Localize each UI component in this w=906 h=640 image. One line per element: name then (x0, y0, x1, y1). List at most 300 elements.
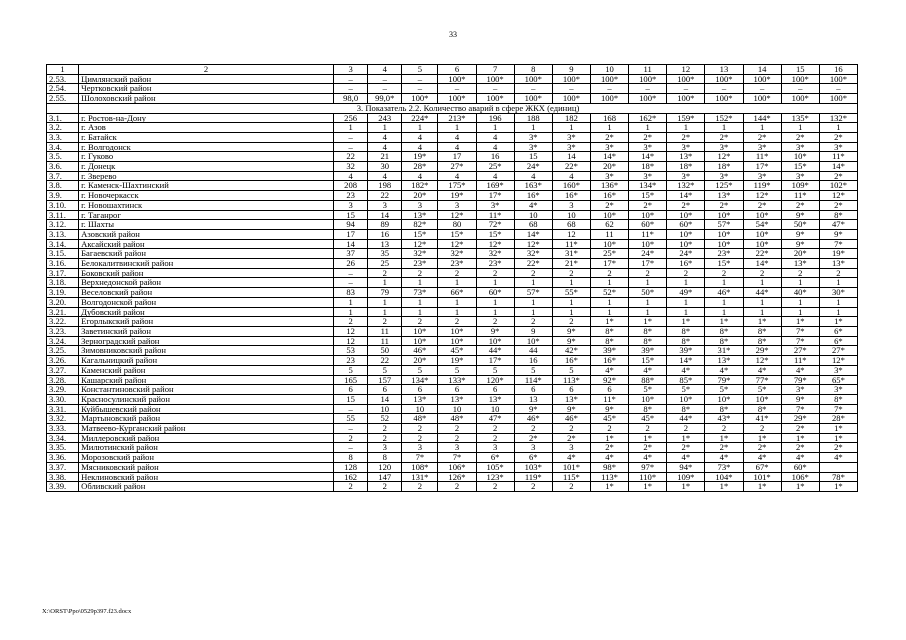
value-cell: 16* (590, 191, 628, 201)
value-cell: 98* (590, 462, 628, 472)
value-cell: 157 (368, 375, 402, 385)
value-cell: 1 (629, 297, 667, 307)
value-cell: 4* (667, 453, 705, 463)
value-cell: 2 (743, 268, 781, 278)
value-cell: 1* (590, 433, 628, 443)
value-cell: 15* (629, 191, 667, 201)
value-cell: 20* (781, 249, 819, 259)
value-cell: 35 (368, 249, 402, 259)
value-cell: 9* (590, 404, 628, 414)
value-cell: 10* (743, 210, 781, 220)
value-cell: 1 (514, 278, 552, 288)
district-name: Цимлянский район (79, 74, 334, 84)
value-cell: 110* (629, 472, 667, 482)
value-cell: 28* (402, 162, 438, 172)
row-number: 3.15. (47, 249, 79, 259)
section-title: 3. Показатель 2.2. Количество аварий в сфере ЖКХ (единиц) (79, 103, 858, 113)
value-cell: 163* (514, 181, 552, 191)
value-cell: 100* (819, 74, 857, 84)
table-row (47, 414, 858, 424)
value-cell: 19* (819, 249, 857, 259)
value-cell: 16 (476, 152, 514, 162)
value-cell: 1 (667, 297, 705, 307)
value-cell: 13* (705, 191, 743, 201)
value-cell: 4 (476, 142, 514, 152)
value-cell: 11* (590, 394, 628, 404)
table-row (47, 365, 858, 375)
row-number: 3.6. (47, 162, 79, 172)
value-cell: 2 (368, 268, 402, 278)
value-cell: 1 (629, 278, 667, 288)
value-cell: 3* (743, 171, 781, 181)
value-cell: 14* (819, 162, 857, 172)
value-cell: 2 (781, 268, 819, 278)
value-cell: 2 (368, 317, 402, 327)
value-cell: 31* (705, 346, 743, 356)
value-cell: 243 (368, 113, 402, 123)
value-cell: 2 (667, 268, 705, 278)
value-cell: 57* (514, 288, 552, 298)
column-number-header: 6 (438, 65, 476, 75)
value-cell: 1 (402, 297, 438, 307)
value-cell: 46* (552, 414, 590, 424)
value-cell: 94 (334, 220, 368, 230)
value-cell: 2* (781, 132, 819, 142)
value-cell: 2 (368, 482, 402, 492)
value-cell: 1 (334, 297, 368, 307)
table-row (47, 356, 858, 366)
value-cell: 52* (590, 288, 628, 298)
value-cell: 4 (438, 132, 476, 142)
value-cell: 18* (629, 162, 667, 172)
value-cell: 2* (590, 132, 628, 142)
value-cell: 25* (476, 162, 514, 172)
column-number-header: 1 (47, 65, 79, 75)
value-cell: 208 (334, 181, 368, 191)
row-number: 3.31. (47, 404, 79, 414)
value-cell: 1 (590, 278, 628, 288)
value-cell: 10* (629, 210, 667, 220)
value-cell: 1 (438, 123, 476, 133)
value-cell: 109* (781, 181, 819, 191)
value-cell: – (743, 84, 781, 94)
value-cell: 1 (368, 307, 402, 317)
value-cell: 2 (368, 433, 402, 443)
row-number: 3.34. (47, 433, 79, 443)
value-cell: 128 (334, 462, 368, 472)
value-cell: 9* (552, 336, 590, 346)
value-cell: 6 (590, 385, 628, 395)
value-cell: 120* (476, 375, 514, 385)
district-name: г. Новошахтинск (79, 200, 334, 210)
column-number-header: 2 (79, 65, 334, 75)
value-cell: 50* (781, 220, 819, 230)
value-cell: 2* (705, 200, 743, 210)
value-cell: 52 (368, 414, 402, 424)
value-cell: – (368, 74, 402, 84)
value-cell: 53 (334, 346, 368, 356)
district-name: Егорлыкский район (79, 317, 334, 327)
value-cell: 100* (476, 94, 514, 104)
value-cell: 10* (667, 229, 705, 239)
value-cell: 4 (402, 132, 438, 142)
column-number-header: 12 (667, 65, 705, 75)
value-cell: 182* (402, 181, 438, 191)
value-cell: 159* (667, 113, 705, 123)
value-cell: 97* (629, 462, 667, 472)
table-row (47, 210, 858, 220)
value-cell: 23 (334, 356, 368, 366)
value-cell: 4* (629, 453, 667, 463)
value-cell: 73* (705, 462, 743, 472)
district-name: г. Гуково (79, 152, 334, 162)
value-cell: 2 (402, 424, 438, 434)
value-cell: 1 (334, 123, 368, 133)
value-cell: 100* (552, 94, 590, 104)
value-cell: 2 (334, 317, 368, 327)
value-cell: 2 (705, 424, 743, 434)
value-cell: 109* (667, 472, 705, 482)
value-cell: 20* (402, 356, 438, 366)
value-cell: 46* (705, 288, 743, 298)
value-cell: 162* (629, 113, 667, 123)
table-row (47, 317, 858, 327)
value-cell: 2 (438, 268, 476, 278)
district-name: Дубовский район (79, 307, 334, 317)
value-cell: 3* (514, 132, 552, 142)
table-row (47, 113, 858, 123)
value-cell: 12* (819, 191, 857, 201)
district-name: Обливский район (79, 482, 334, 492)
value-cell: 8* (667, 336, 705, 346)
row-number: 3.14. (47, 239, 79, 249)
value-cell: 2* (743, 200, 781, 210)
value-cell: 8* (629, 404, 667, 414)
value-cell: 32* (402, 249, 438, 259)
value-cell: 13* (402, 394, 438, 404)
value-cell: 8* (629, 336, 667, 346)
value-cell: – (402, 74, 438, 84)
value-cell: 14* (667, 191, 705, 201)
row-number: 3.7. (47, 171, 79, 181)
column-number-header: 13 (705, 65, 743, 75)
row-number: 3.37. (47, 462, 79, 472)
value-cell: 3 (402, 200, 438, 210)
value-cell: 41* (743, 414, 781, 424)
value-cell: 2* (781, 443, 819, 453)
value-cell: 13* (819, 259, 857, 269)
value-cell: 8* (590, 326, 628, 336)
value-cell: 2 (514, 268, 552, 278)
value-cell: 16 (514, 356, 552, 366)
value-cell: 12* (476, 239, 514, 249)
value-cell: 2* (819, 171, 857, 181)
value-cell: 5 (552, 365, 590, 375)
value-cell: 1 (590, 297, 628, 307)
row-number: 3.28. (47, 375, 79, 385)
value-cell: 10* (705, 229, 743, 239)
value-cell: 66* (438, 288, 476, 298)
section-row (47, 103, 858, 113)
value-cell: 3* (514, 142, 552, 152)
district-name: Веселовский район (79, 288, 334, 298)
value-cell: 126* (438, 472, 476, 482)
value-cell: 10* (743, 394, 781, 404)
row-number: 3.12. (47, 220, 79, 230)
value-cell: 1 (552, 307, 590, 317)
value-cell: 2 (590, 424, 628, 434)
value-cell: 6* (819, 336, 857, 346)
value-cell: 1 (819, 297, 857, 307)
value-cell: 2 (476, 482, 514, 492)
value-cell: 2 (514, 317, 552, 327)
value-cell: 100* (629, 74, 667, 84)
value-cell: 10* (743, 229, 781, 239)
value-cell: 2 (514, 424, 552, 434)
value-cell: 6 (402, 385, 438, 395)
value-cell: 8 (368, 453, 402, 463)
table-row (47, 239, 858, 249)
table-row (47, 171, 858, 181)
value-cell: 8* (705, 326, 743, 336)
value-cell: – (334, 84, 368, 94)
row-number: 2.54. (47, 84, 79, 94)
value-cell: 2* (705, 132, 743, 142)
value-cell: 32* (476, 249, 514, 259)
value-cell: 168 (590, 113, 628, 123)
column-number-header: 14 (743, 65, 781, 75)
value-cell: 45* (590, 414, 628, 424)
value-cell: 5 (514, 365, 552, 375)
value-cell: 28* (819, 414, 857, 424)
value-cell: 10 (476, 404, 514, 414)
value-cell: 7* (402, 453, 438, 463)
value-cell: 1 (552, 123, 590, 133)
value-cell: 1 (705, 123, 743, 133)
value-cell: 46* (514, 414, 552, 424)
value-cell: 105* (476, 462, 514, 472)
value-cell: 8* (743, 404, 781, 414)
value-cell: 25* (590, 249, 628, 259)
value-cell: 72* (476, 220, 514, 230)
value-cell: 2 (402, 268, 438, 278)
value-cell: 30 (368, 162, 402, 172)
column-number-header: 8 (514, 65, 552, 75)
value-cell: 10* (629, 394, 667, 404)
district-name: Багаевский район (79, 249, 334, 259)
value-cell: 1 (438, 307, 476, 317)
value-cell: 16* (667, 259, 705, 269)
value-cell: 136* (590, 181, 628, 191)
value-cell: 3* (819, 142, 857, 152)
value-cell: 17 (334, 229, 368, 239)
value-cell: 3 (514, 443, 552, 453)
value-cell: 27* (781, 346, 819, 356)
value-cell: 60* (629, 220, 667, 230)
value-cell: 13* (476, 394, 514, 404)
value-cell: 119* (514, 472, 552, 482)
value-cell: – (476, 84, 514, 94)
value-cell: 3* (552, 142, 590, 152)
value-cell: 113* (552, 375, 590, 385)
value-cell: 3 (368, 443, 402, 453)
value-cell: – (629, 84, 667, 94)
value-cell: 10* (629, 239, 667, 249)
value-cell: 165 (334, 375, 368, 385)
table-row (47, 462, 858, 472)
value-cell: 44* (743, 288, 781, 298)
table-row (47, 307, 858, 317)
table-row (47, 74, 858, 84)
value-cell: 2 (819, 268, 857, 278)
row-number: 3.26. (47, 356, 79, 366)
value-cell: 82* (402, 220, 438, 230)
value-cell: 1* (705, 482, 743, 492)
value-cell: 12 (334, 336, 368, 346)
value-cell: – (334, 132, 368, 142)
value-cell: 2* (819, 132, 857, 142)
value-cell: 2 (743, 424, 781, 434)
district-name: Миллеровский район (79, 433, 334, 443)
value-cell: 13* (552, 394, 590, 404)
value-cell: 113* (590, 472, 628, 482)
value-cell: 100* (705, 74, 743, 84)
value-cell: 10* (667, 210, 705, 220)
row-number: 3.13. (47, 229, 79, 239)
value-cell: 8 (334, 453, 368, 463)
value-cell: 1 (705, 278, 743, 288)
value-cell: 2 (438, 424, 476, 434)
value-cell: 2* (781, 424, 819, 434)
column-number-header: 4 (368, 65, 402, 75)
value-cell: 14* (514, 229, 552, 239)
value-cell: 8* (819, 394, 857, 404)
value-cell: 3* (781, 142, 819, 152)
value-cell: 14* (629, 152, 667, 162)
row-number: 3.27. (47, 365, 79, 375)
value-cell: 78* (819, 472, 857, 482)
value-cell: 1 (743, 278, 781, 288)
value-cell: 1 (667, 307, 705, 317)
value-cell: 22 (368, 191, 402, 201)
table-row (47, 385, 858, 395)
value-cell: 198 (368, 181, 402, 191)
value-cell: 10* (590, 239, 628, 249)
value-cell: 2 (334, 433, 368, 443)
value-cell: 26 (334, 259, 368, 269)
value-cell: 100* (781, 74, 819, 84)
value-cell: 11 (368, 326, 402, 336)
value-cell: 15 (334, 394, 368, 404)
value-cell: 32 (334, 162, 368, 172)
value-cell: 2* (590, 200, 628, 210)
table-row (47, 288, 858, 298)
value-cell: 5 (368, 365, 402, 375)
value-cell: 3* (476, 200, 514, 210)
value-cell: 22* (552, 162, 590, 172)
value-cell: 99,0* (368, 94, 402, 104)
value-cell: – (781, 84, 819, 94)
value-cell: 104* (705, 472, 743, 482)
value-cell: 8* (743, 336, 781, 346)
value-cell: 4 (402, 171, 438, 181)
value-cell: 196 (476, 113, 514, 123)
value-cell: 79 (368, 288, 402, 298)
value-cell: 94* (667, 462, 705, 472)
value-cell: 2* (819, 443, 857, 453)
table-row (47, 259, 858, 269)
value-cell: 8* (705, 404, 743, 414)
value-cell: 9* (781, 229, 819, 239)
value-cell: 100* (667, 74, 705, 84)
value-cell: – (334, 443, 368, 453)
value-cell: 10* (705, 394, 743, 404)
value-cell: 19* (438, 356, 476, 366)
value-cell: 12* (743, 356, 781, 366)
district-name: Белокалитвинский район (79, 259, 334, 269)
value-cell: 3 (402, 443, 438, 453)
row-number: 3.25. (47, 346, 79, 356)
value-cell: 4* (667, 365, 705, 375)
value-cell: 10* (743, 239, 781, 249)
value-cell: 2 (438, 482, 476, 492)
value-cell: 15* (629, 356, 667, 366)
value-cell: 12* (438, 210, 476, 220)
district-name: г. Азов (79, 123, 334, 133)
value-cell: 5* (705, 385, 743, 395)
value-cell: 10 (438, 404, 476, 414)
value-cell: 1 (476, 123, 514, 133)
value-cell: 135* (781, 113, 819, 123)
row-number: 3.39. (47, 482, 79, 492)
value-cell: 2 (438, 317, 476, 327)
value-cell: 10* (438, 326, 476, 336)
value-cell: 1 (438, 297, 476, 307)
value-cell: 2* (819, 200, 857, 210)
value-cell: 1* (705, 317, 743, 327)
value-cell: 55* (552, 288, 590, 298)
district-name: Кагальницкий район (79, 356, 334, 366)
district-name: г. Каменск-Шахтинский (79, 181, 334, 191)
value-cell: 4 (552, 171, 590, 181)
column-number-header: 16 (819, 65, 857, 75)
value-cell: 3 (476, 443, 514, 453)
value-cell: 3 (438, 443, 476, 453)
value-cell: 10 (552, 210, 590, 220)
value-cell: 12* (819, 356, 857, 366)
value-cell: 1* (819, 317, 857, 327)
value-cell: 9* (781, 394, 819, 404)
table-row (47, 142, 858, 152)
value-cell: 5 (334, 365, 368, 375)
value-cell: 4 (368, 132, 402, 142)
value-cell: 4* (819, 453, 857, 463)
table-header-row (47, 65, 858, 75)
value-cell: 100* (476, 74, 514, 84)
value-cell: 108* (402, 462, 438, 472)
value-cell: 3* (819, 385, 857, 395)
value-cell: 10 (368, 404, 402, 414)
value-cell: 4* (590, 365, 628, 375)
value-cell: 1* (705, 433, 743, 443)
value-cell: 1* (590, 317, 628, 327)
district-name: Азовский район (79, 229, 334, 239)
value-cell: 2 (590, 268, 628, 278)
table-row (47, 84, 858, 94)
table-row (47, 326, 858, 336)
value-cell: 1 (629, 307, 667, 317)
value-cell: 15 (514, 152, 552, 162)
